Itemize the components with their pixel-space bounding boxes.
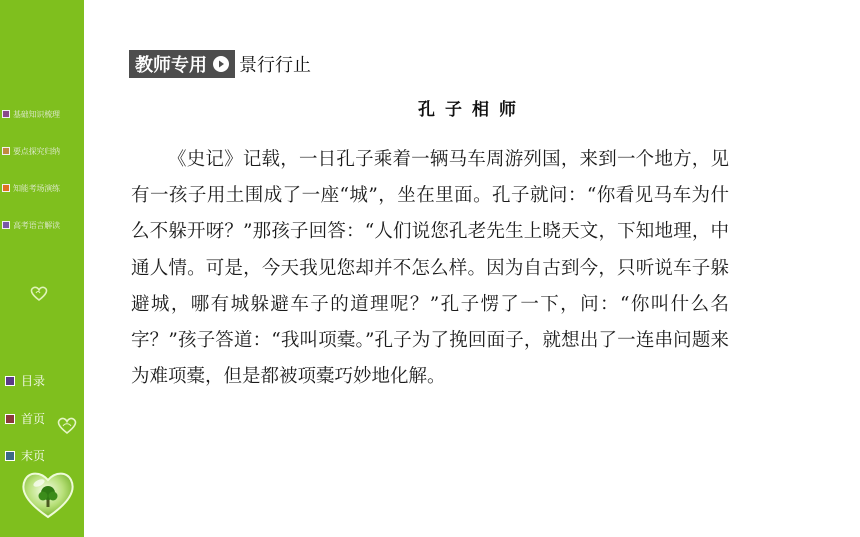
bullet-square-icon [2, 110, 10, 118]
heart-outline-icon [55, 414, 79, 436]
section-header [129, 50, 311, 78]
teacher-badge-label: 教师专用 [135, 55, 207, 76]
last-page-button[interactable] [5, 447, 45, 464]
first-page-square-icon [5, 414, 15, 424]
toc-button[interactable] [5, 372, 45, 389]
sidebar [0, 0, 84, 537]
teacher-badge [129, 50, 235, 78]
last-page-label: 末页 [21, 449, 46, 463]
heart-emblem-icon [18, 466, 78, 520]
bullet-square-icon [2, 147, 10, 155]
nav-item-basic-knowledge[interactable] [2, 108, 60, 120]
heart-outline-icon [28, 283, 50, 303]
toc-square-icon [5, 376, 15, 386]
section-subtitle: 景行行止 [239, 55, 311, 76]
article-title: 孔子相师 [418, 100, 526, 120]
nav-item-label: 高考语言解读 [13, 220, 60, 230]
toc-label: 目录 [21, 374, 46, 388]
nav-item-label: 要点探究归纳 [13, 146, 60, 156]
nav-item-exam-analysis[interactable] [2, 219, 60, 231]
last-page-square-icon [5, 451, 15, 461]
first-page-label: 首页 [21, 412, 46, 426]
nav-item-practice[interactable] [2, 182, 60, 194]
nav-item-label: 知能考场演练 [13, 183, 60, 193]
article-body: 《史记》记载，一日孔子乘着一辆马车周游列国，来到一个地方，见有一孩子用土围成了一座“城”，坐在里面。孔子就问：“你看见马车为什么不躲开呀？”那孩子回答：“人们说您孔老先生上晓天文，下知地理，中通人情。可是，今天我见您却并不怎么样。因为自古到今，只听说车子躲避城，哪有城躲避车子的道理呢？”孔子愣了一下，问：“你叫什么名字？”孩子答道：“我叫项橐。”孔子为了挽回面子，就想出了一连串问题来为难项橐，但是都被项橐巧妙地化解。 [131, 149, 729, 388]
bullet-square-icon [2, 184, 10, 192]
nav-item-label: 基础知识梳理 [13, 109, 60, 119]
bullet-square-icon [2, 221, 10, 229]
play-arrow-icon [213, 56, 229, 72]
nav-item-key-points[interactable] [2, 145, 60, 157]
first-page-button[interactable] [5, 410, 45, 427]
